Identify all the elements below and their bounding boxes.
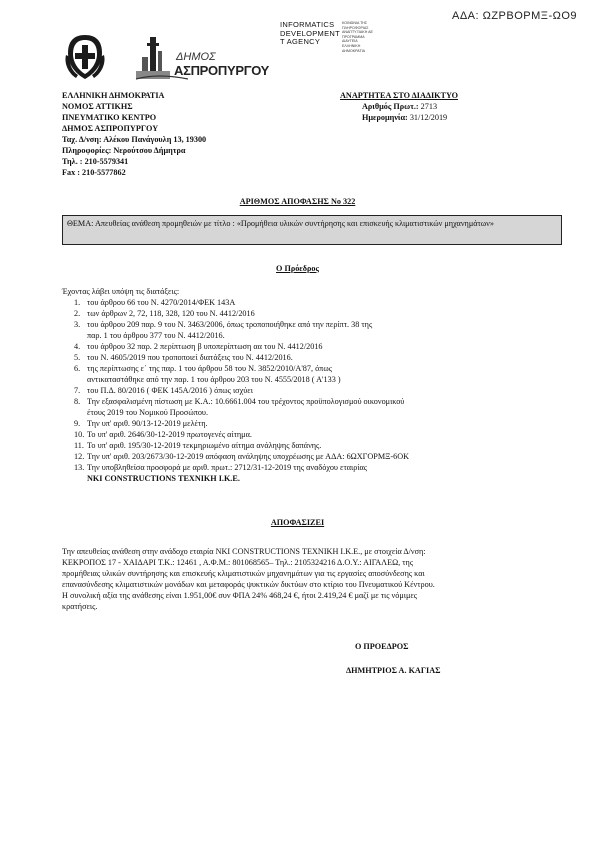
protocol-number: 2713 xyxy=(420,102,438,111)
issuer-header: ΕΛΛΗΝΙΚΗ ΔΗΜΟΚΡΑΤΙΑ ΝΟΜΟΣ ΑΤΤΙΚΗΣ ΠΝΕΥΜΑΤΙΚΟ ΚΕΝΤΡΟ ΔΗΜΟΣ ΑΣΠΡΟΠΥΡΓΟΥ Ταχ. Δ/νση: Αλέκου Πανάγουλη 13, 19300 Πληροφορίες: Νερούτσου Δήμητρα Τηλ. : 210-5579341 Fax : 210-5577862 xyxy=(62,91,207,177)
list-item: 6. της περίπτωσης ε΄ της παρ. 1 του άρθρου 58 του Ν. 3852/2010/Α'87, όπως xyxy=(74,364,332,373)
signature-title: Ο ΠΡΟΕΔΡΟΣ xyxy=(355,642,409,651)
agency-label: INFORMATICS DEVELOPMENT T AGENCY xyxy=(280,20,340,47)
signature-name: ΔΗΜΗΤΡΙΟΣ Α. ΚΑΓΙΑΣ xyxy=(346,666,441,675)
list-item: 12. Την υπ' αριθ. 203/2673/30-12-2019 απόφαση ανάληψης υποχρέωσης με ΑΔΑ: 6ΩΧΓΟΡΜΞ-6ΟΚ xyxy=(74,452,410,461)
decides-heading: ΑΠΟΦΑΣΙΖΕΙ xyxy=(270,518,325,527)
list-item: 10. Το υπ' αριθ. 2646/30-12-2019 πρωτογενές αίτημα. xyxy=(74,430,252,439)
list-item: 2. των άρθρων 2, 72, 118, 328, 120 του Ν. 4412/2016 xyxy=(74,309,255,318)
list-item: 1. του άρθρου 66 του Ν. 4270/2014/ΦΕΚ 143Α xyxy=(74,298,236,307)
considerations-list xyxy=(62,286,562,484)
president-heading: Ο Πρόεδρος xyxy=(276,264,319,273)
list-item: 8. Την εξασφαλισμένη πίστωση με Κ.Α.: 10.6661.004 του τρέχοντος προϋπολογισμού οικονομικού xyxy=(74,397,405,406)
posting-title: ΑΝΑΡΤΗΤΕΑ ΣΤΟ ΔΙΑΔΙΚΤΥΟ xyxy=(340,91,458,100)
subject-box: ΘΕΜΑ: Απευθείας ανάθεση προμηθειών με τίτλο : «Προμήθεια υλικών συντήρησης και επισκευής κλιματιστικών μηχανημάτων» xyxy=(62,215,562,245)
considering-intro: Έχοντας λάβει υπόψη τις διατάξεις: xyxy=(62,287,180,296)
posting-header: ΑΝΑΡΤΗΤΕΑ ΣΤΟ ΔΙΑΔΙΚΤΥΟ Αριθμός Πρωτ.: 2713 Ημερομηνία: 31/12/2019 xyxy=(340,91,458,122)
document-date: 31/12/2019 xyxy=(409,113,448,122)
municipality-logo: ΔΗΜΟΣ ΑΣΠΡΟΠΥΡΓΟΥ xyxy=(128,33,268,88)
list-item: παρ. 1 του άρθρου 377 του Ν. 4412/2016. xyxy=(87,331,225,340)
list-item: έτους 2019 του Νομικού Προσώπου. xyxy=(87,408,209,417)
list-item: 5. του Ν. 4605/2019 που τροποποιεί διατάξεις του Ν. 4412/2016. xyxy=(74,353,293,362)
list-item: 9. Την υπ' αριθ. 90/13-12-2019 μελέτη. xyxy=(74,419,208,428)
list-item: NKI CONSTRUCTIONS ΤΕΧΝΙΚΗ I.K.E. xyxy=(87,474,240,483)
list-item: 7. του Π.Δ. 80/2016 ( ΦΕΚ 145Α/2016 ) όπως ισχύει xyxy=(74,386,253,395)
list-item: 3. του άρθρου 209 παρ. 9 του Ν. 3463/2006, όπως τροποποιήθηκε από την περίπτ. 38 της xyxy=(74,320,373,329)
list-item: αντικαταστάθηκε από την παρ. 1 του άρθρου 203 του Ν. 4555/2018 ( Α'133 ) xyxy=(87,375,341,384)
ada-code: ΑΔΑ: ΩΖΡΒΟΡΜΞ-ΩΟ9 xyxy=(451,10,577,22)
agency-small-text: ΚΟΙΝΩΝΙΑ ΤΗΣ ΠΛΗΡΟΦΟΡΙΑΣ ΑΝΑΠΤΥΞΙΑΚΗ ΑΕ ΠΡΟΓΡΑΜΜΑ ΔΙΑΥΓΕΙΑ ΕΛΛΗΝΙΚΗ ΔΗΜΟΚΡΑΤΙΑ xyxy=(342,21,373,53)
list-item: 11. Το υπ' αριθ. 195/30-12-2019 τεκμηριωμένο αίτημα ανάληψης δαπάνης. xyxy=(74,441,322,450)
decision-body: Την απευθείας ανάθεση στην ανάδοχο εταιρία NKI CONSTRUCTIONS ΤΕΧΝΙΚΗ I.K.E., με στοιχεία Δ/νση: ΚΕΚΡΟΠΟΣ 17 - ΧΑΙΔΑΡΙ Τ.Κ.: 12461 , Α.Φ.Μ.: 801068565– Τηλ.: 2105324216 Δ.Ο.Υ.: ΑΙΓΑΛΕΩ, της προμήθειας υλικών συντήρησης και επισκευής κλιματιστικών μηχανημάτων για τις εργασίες αποσύνδεσης και επανασύνδεσης κλιματιστικών μονάδων και μεταφοράς ψυκτικών δικτύων στο κτίριο του Πνευματικού Κέντρου. Η συνολική αξία της ανάθεσης είναι 1.951,00€ συν ΦΠΑ 24% 468,24 €, ήτοι 2.419,24 € μαζί με τις νόμιμες κρατήσεις. xyxy=(62,547,435,611)
decision-title: ΑΡΙΘΜΟΣ ΑΠΟΦΑΣΗΣ Νο 322 xyxy=(239,197,356,206)
list-item: 4. του άρθρου 32 παρ. 2 περίπτωση β υποπερίπτωση αα του Ν. 4412/2016 xyxy=(74,342,323,351)
greek-emblem-icon xyxy=(64,33,106,81)
list-item: 13. Την υποβληθείσα προσφορά με αριθ. πρωτ.: 2712/31-12-2019 της αναδόχου εταιρίας xyxy=(74,463,368,472)
